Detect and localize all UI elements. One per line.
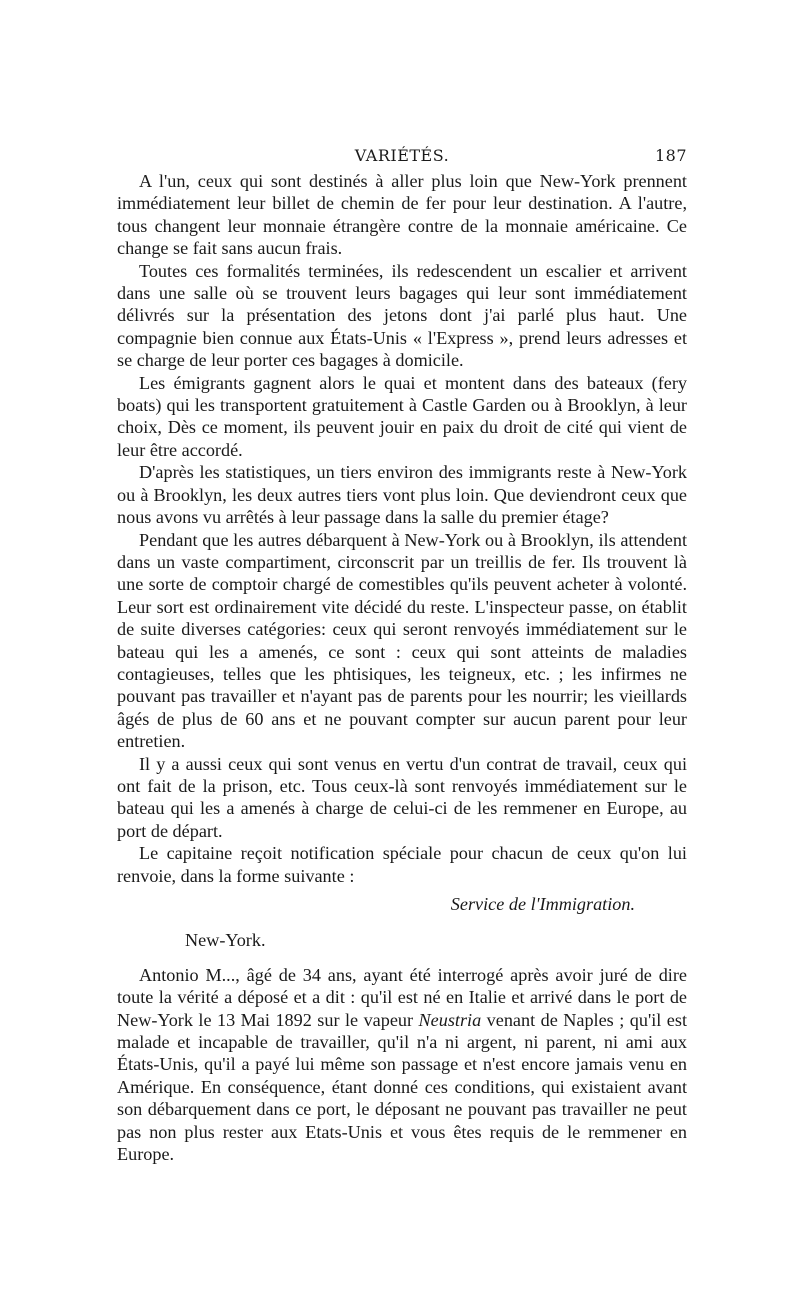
paragraph-inspection: Pendant que les autres débarquent à New-York ou à Brooklyn, ils attendent dans un vaste compartiment, circonscrit par un treillis de fer. Ils trouvent là une sorte de comptoir chargé de comestibles qu'ils peuvent acheter à volonté. Leur sort est ordinairement vite décidé du reste. L'inspecteur passe, on établit de suite diverses catégories: ceux qui seront renvoyés immédiatement sur le bateau qui les a amenés, ce sont : ceux qui sont atteints de maladies contagieuses, telles que les phtisiques, les teigneux, etc. ; les infirmes ne pouvant pas travailler et n'ayant pas de parents pour les nourrir; les vieillards âgés de plus de 60 ans et ne pouvant compter sur aucun parent pour leur entretien. [117,529,687,752]
paragraph-contract-labor: Il y a aussi ceux qui sont venus en vertu d'un contrat de travail, ceux qui ont fait de la prison, etc. Tous ceux-là sont renvoyés immédiatement sur le bateau qui les a amenés à charge de celui-ci de les remmener en Europe, au port de départ. [117,753,687,841]
page-number: 187 [654,146,687,165]
running-title: VARIÉTÉS. [354,146,450,165]
ship-name: Neustria [418,1009,482,1030]
place-line: New-York. [185,930,266,951]
book-page [117,140,687,1165]
paragraph-baggage: Toutes ces formalités terminées, ils redescendent un escalier et arrivent dans une salle où se trouvent leurs bagages qui leur sont immédiatement délivrés sur la présentation des jetons dont j'ai parlé plus haut. Une compagnie bien connue aux États-Unis « l'Express », prend leurs adresses et se charge de leur porter ces bagages à domicile. [117,260,687,371]
paragraph-currency: A l'un, ceux qui sont destinés à aller plus loin que New-York prennent immédiatement leur billet de chemin de fer pour leur destination. A l'autre, tous changent leur monnaie étrangère contre de la monnaie américaine. Ce change se fait sans aucun frais. [117,171,687,259]
paragraph-notification: Le capitaine reçoit notification spéciale pour chacun de ceux qu'on lui renvoie, dans la forme suivante : [117,843,687,886]
service-heading: Service de l'Immigration. [450,894,635,914]
running-head [117,140,687,170]
paragraph-statistics: D'après les statistiques, un tiers environ des immigrants reste à New-York ou à Brooklyn, les deux autres tiers vont plus loin. Que deviendront ceux que nous avons vu arrêtés à leur passage dans la salle du premier étage? [117,462,687,528]
deposition-text-part2: venant de Naples ; qu'il est malade et incapable de travailler, qu'il n'a ni argent, ni parent, ni ami aux États-Unis, qu'il a payé lui même son passage et n'est encore jamais venu en Amérique. En conséquence, étant donné ces conditions, qui existaient avant son débarquement dans ce port, le déposant ne pouvant pas travailler ne peut pas non plus rester aux Etats-Unis et vous êtes requis de le remmener en Europe. [117,1009,687,1165]
body-text [117,170,687,1165]
paragraph-ferry-boats: Les émigrants gagnent alors le quai et montent dans des bateaux (fery boats) qui les transportent gratuitement à Castle Garden ou à Brooklyn, à leur choix, Dès ce moment, ils peuvent jouir en paix du droit de cité qui vient de leur être accordé. [117,372,687,460]
deposition-text-part1: Antonio M..., âgé de 34 ans, ayant été interrogé après avoir juré de dire toute la vérité a déposé et a dit : qu'il est né en Italie et arrivé dans le port de New-York le 13 Mai 1892 sur le vapeur [117,964,687,1030]
paragraph-deposition [117,964,687,1166]
